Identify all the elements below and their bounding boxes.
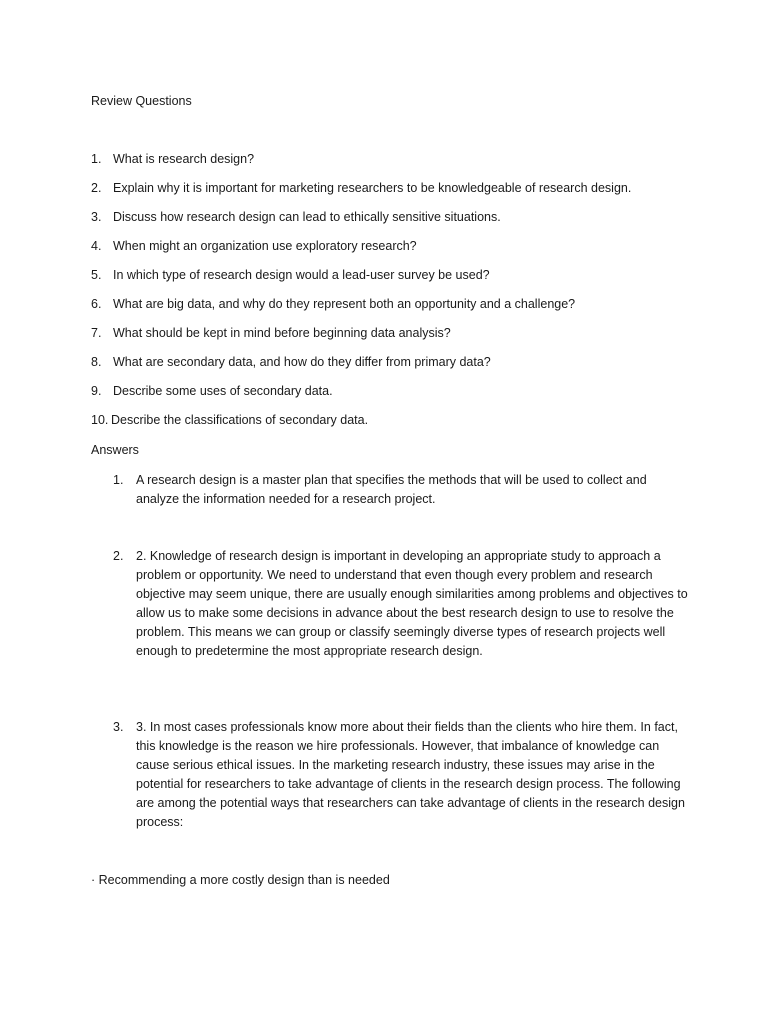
review-questions-heading: Review Questions	[91, 94, 192, 108]
answer-item	[113, 718, 693, 832]
question-text: What are secondary data, and how do they differ from primary data?	[113, 355, 491, 369]
bullet-item: · Recommending a more costly design than is needed	[91, 873, 390, 887]
question-text: What should be kept in mind before beginning data analysis?	[113, 326, 451, 340]
question-text: When might an organization use exploratory research?	[113, 239, 417, 253]
question-number: 2.	[91, 181, 102, 195]
question-text: Explain why it is important for marketing researchers to be knowledgeable of research design.	[113, 181, 632, 195]
question-item	[91, 237, 711, 266]
answer-item	[113, 547, 693, 661]
answer-text: 3. In most cases professionals know more about their fields than the clients who hire them. In fact, this knowledge is the reason we hire professionals. However, that imbalance of knowledge can cause serious ethical issues. In the marketing research industry, these issues may arise in the potential for researchers to take advantage of clients in the research design process. The following are among the potential ways that researchers can take advantage of clients in the research design process:	[136, 720, 685, 829]
question-text: What are big data, and why do they represent both an opportunity and a challenge?	[113, 297, 576, 311]
answer-text: A research design is a master plan that specifies the methods that will be used to collect and analyze the information needed for a research project.	[136, 473, 647, 506]
question-text: Describe the classifications of secondary data.	[111, 413, 369, 427]
answers-heading: Answers	[91, 443, 139, 457]
question-item	[91, 411, 711, 440]
question-number: 1.	[91, 152, 102, 166]
question-number: 6.	[91, 297, 102, 311]
question-number: 7.	[91, 326, 102, 340]
question-item	[91, 208, 711, 237]
question-item	[91, 266, 711, 295]
question-number: 9.	[91, 384, 102, 398]
question-number: 4.	[91, 239, 102, 253]
question-text: Describe some uses of secondary data.	[113, 384, 333, 398]
answer-item	[113, 471, 693, 509]
questions-list	[91, 150, 711, 440]
question-item	[91, 353, 711, 382]
question-number: 5.	[91, 268, 102, 282]
question-item	[91, 324, 711, 353]
answer-text: 2. Knowledge of research design is important in developing an appropriate study to approach a problem or opportunity. We need to understand that even though every problem and research objective may seem unique, there are usually enough similarities among problems and objectives to allow us to make some decisions in advance about the best research design to use to resolve the problem. This means we can group or classify seemingly diverse types of research projects well enough to predetermine the most appropriate research design.	[136, 549, 688, 658]
answer-number: 3.	[113, 720, 124, 734]
answer-number: 1.	[113, 473, 124, 487]
question-text: Discuss how research design can lead to ethically sensitive situations.	[113, 210, 501, 224]
question-item	[91, 150, 711, 179]
question-number: 10.	[91, 413, 109, 427]
question-item	[91, 382, 711, 411]
question-text: In which type of research design would a lead-user survey be used?	[113, 268, 490, 282]
answer-number: 2.	[113, 549, 124, 563]
question-item	[91, 179, 711, 208]
question-item	[91, 295, 711, 324]
question-number: 8.	[91, 355, 102, 369]
question-number: 3.	[91, 210, 102, 224]
question-text: What is research design?	[113, 152, 255, 166]
